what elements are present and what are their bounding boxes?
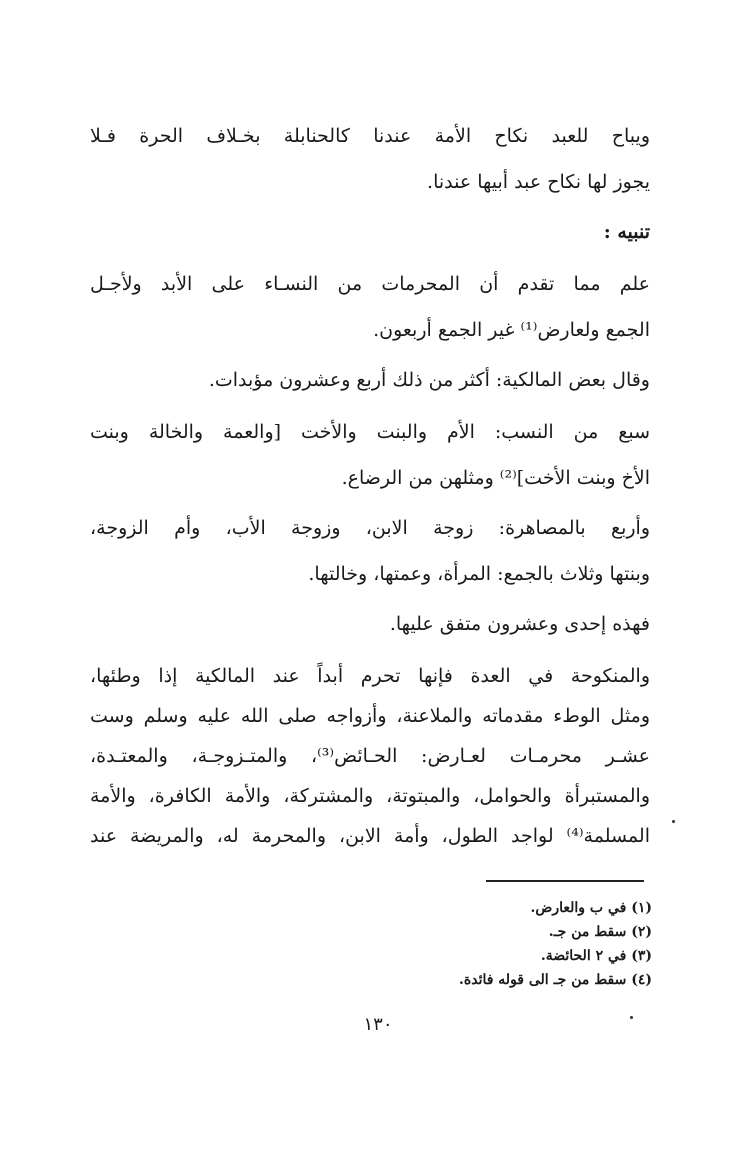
footnote-1: (١) في ب والعارض. — [530, 900, 652, 916]
text-line: المسلمة⁽⁴⁾ لواجد الطول، وأمة الابن، والمحرمة له، والمريضة عند — [90, 825, 650, 847]
text-line: وأربع بالمصاهرة: زوجة الابن، وزوجة الأب، وأم الزوجة، — [90, 517, 650, 539]
text-line: عشـر محرمـات لعـارض: الحـائض⁽³⁾، والمتـزوجـة، والمعتـدة، — [90, 745, 651, 767]
text-line: ويباح للعبد نكاح الأمة عندنا كالحنابلة بخـلاف الحرة فـلا — [90, 125, 650, 147]
text-line: علم مما تقدم أن المحرمات من النسـاء على الأبد ولأجـل — [90, 273, 650, 295]
text-line: وقال بعض المالكية: أكثر من ذلك أربع وعشرون مؤبدات. — [208, 369, 650, 391]
footnotes — [459, 896, 652, 992]
print-speck — [672, 820, 675, 823]
footnote-divider — [486, 880, 644, 882]
text-line: وبنتها وثلاث بالجمع: المرأة، وعمتها، وخالتها. — [308, 563, 650, 585]
text-line: سبع من النسب: الأم والبنت والأخت [والعمة والخالة وبنت — [90, 421, 650, 443]
text-line: يجوز لها نكاح عبد أبيها عندنا. — [427, 171, 650, 193]
text-line: والمستبرأة والحوامل، والمبتوتة، والمشتركة، والأمة الكافرة، والأمة — [90, 785, 650, 807]
page-number: ١٣٠ — [363, 1014, 393, 1035]
text-line: ومثل الوطء مقدماته والملاعنة، وأزواجه صلى الله عليه وسلم وست — [90, 705, 650, 727]
text-line: الأخ وبنت الأخت]⁽²⁾ ومثلهن من الرضاع. — [341, 467, 650, 489]
footnote-4: (٤) سقط من جـ الى قوله فائدة. — [459, 972, 652, 988]
text-line: الجمع ولعارض⁽¹⁾ غير الجمع أربعون. — [373, 319, 650, 341]
footnote-2: (٢) سقط من جـ. — [548, 924, 652, 940]
text-line: فهذه إحدى وعشرون متفق عليها. — [389, 613, 650, 635]
footnote-3: (٣) في ٢ الحائضة. — [540, 948, 652, 964]
text-line: والمنكوحة في العدة فإنها تحرم أبداً عند المالكية إذا وطئها، — [90, 665, 650, 687]
heading-text: تنبيه : — [603, 221, 650, 243]
